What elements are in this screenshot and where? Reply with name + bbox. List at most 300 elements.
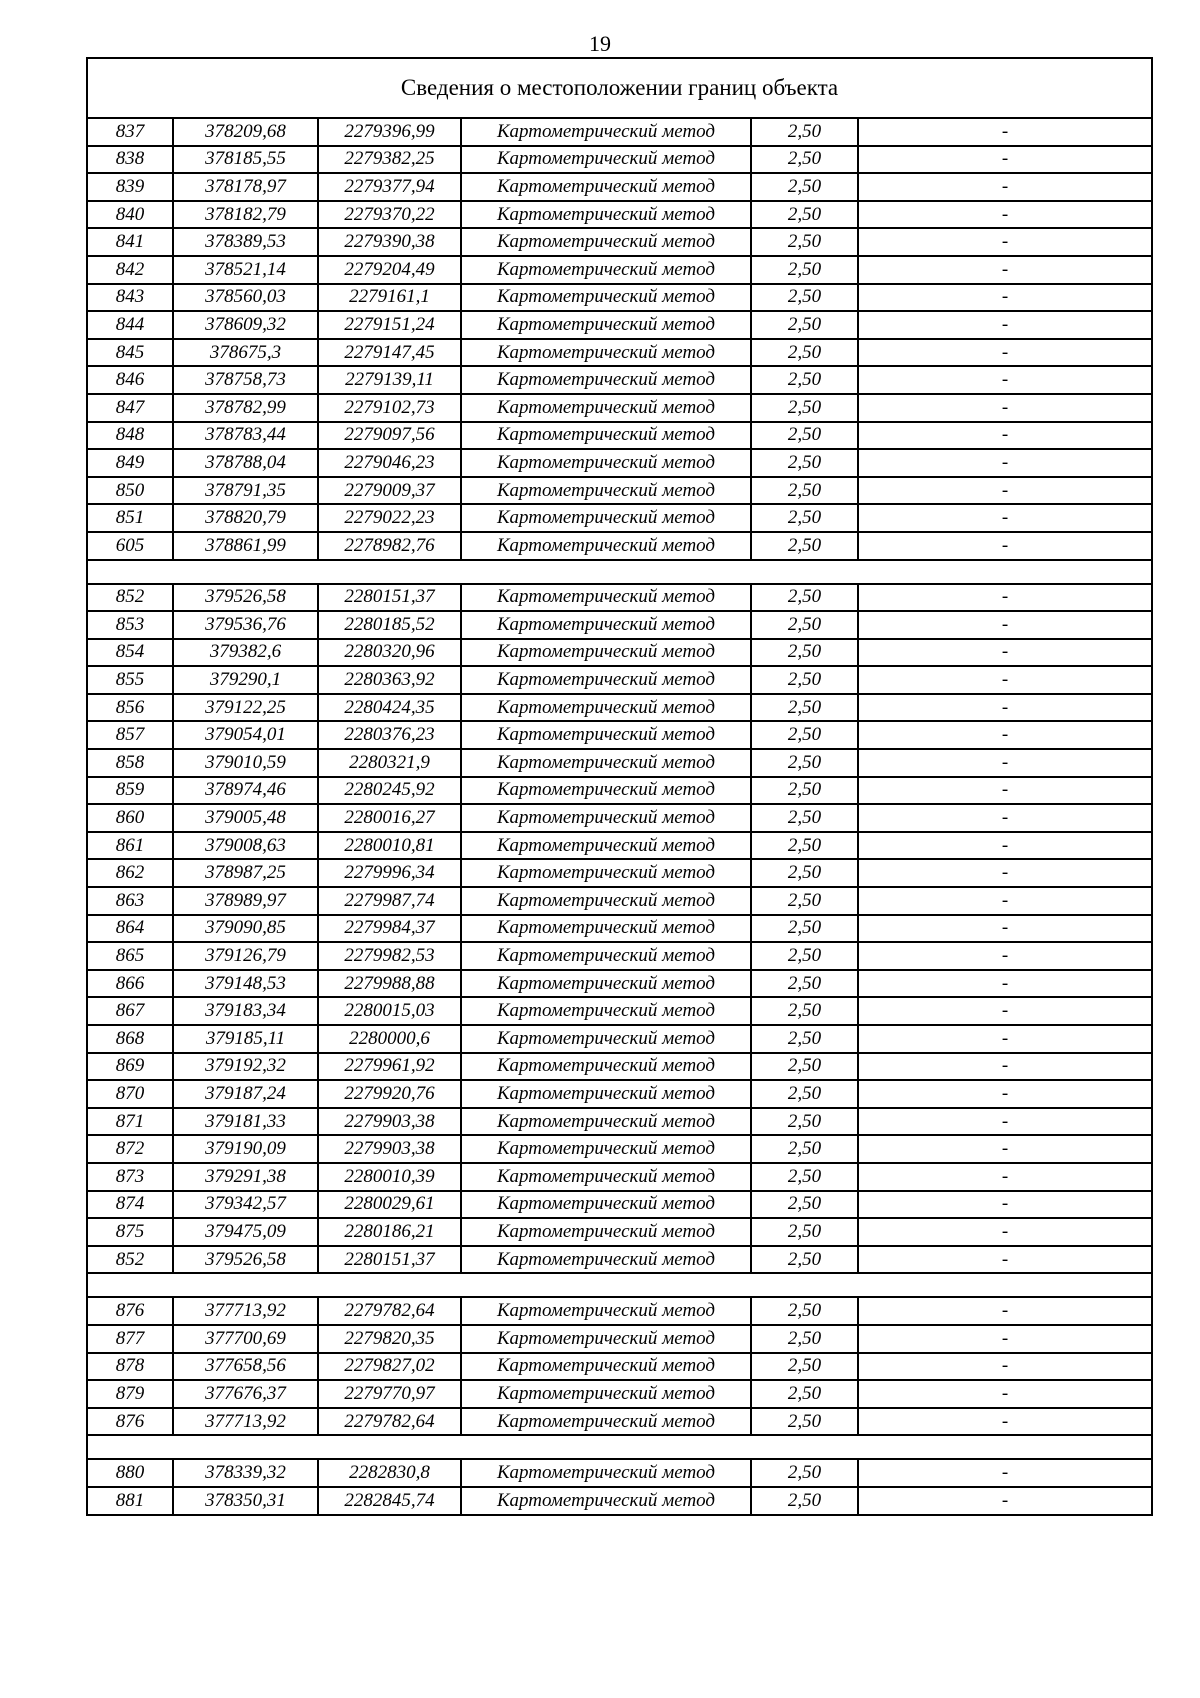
accuracy-cell: 2,50 [751, 611, 858, 639]
y-coordinate-cell: 2280010,81 [318, 832, 461, 860]
accuracy-cell: 2,50 [751, 1487, 858, 1515]
description-cell: - [858, 721, 1152, 749]
method-cell: Картометрический метод [461, 1025, 751, 1053]
table-title: Сведения о местоположении границ объекта [87, 58, 1152, 118]
x-coordinate-cell: 379005,48 [173, 804, 318, 832]
point-number-cell: 878 [87, 1353, 173, 1381]
accuracy-cell: 2,50 [751, 532, 858, 560]
description-cell: - [858, 504, 1152, 532]
accuracy-cell: 2,50 [751, 942, 858, 970]
point-number-cell: 847 [87, 394, 173, 422]
method-cell: Картометрический метод [461, 1246, 751, 1274]
accuracy-cell: 2,50 [751, 1080, 858, 1108]
description-cell: - [858, 366, 1152, 394]
table-row [87, 311, 1152, 339]
table-row [87, 584, 1152, 612]
y-coordinate-cell: 2279204,49 [318, 256, 461, 284]
accuracy-cell: 2,50 [751, 366, 858, 394]
page-number: 19 [589, 31, 611, 56]
method-cell: Картометрический метод [461, 146, 751, 174]
method-cell: Картометрический метод [461, 1080, 751, 1108]
x-coordinate-cell: 378820,79 [173, 504, 318, 532]
point-number-cell: 879 [87, 1380, 173, 1408]
table-row [87, 942, 1152, 970]
description-cell: - [858, 477, 1152, 505]
x-coordinate-cell: 378987,25 [173, 859, 318, 887]
point-number-cell: 852 [87, 584, 173, 612]
description-cell: - [858, 284, 1152, 312]
y-coordinate-cell: 2279102,73 [318, 394, 461, 422]
table-row [87, 394, 1152, 422]
description-cell: - [858, 942, 1152, 970]
accuracy-cell: 2,50 [751, 777, 858, 805]
table-row [87, 1080, 1152, 1108]
table-row [87, 118, 1152, 146]
accuracy-cell: 2,50 [751, 339, 858, 367]
point-number-cell: 862 [87, 859, 173, 887]
y-coordinate-cell: 2279022,23 [318, 504, 461, 532]
accuracy-cell: 2,50 [751, 1135, 858, 1163]
method-cell: Картометрический метод [461, 1108, 751, 1136]
point-number-cell: 837 [87, 118, 173, 146]
accuracy-cell: 2,50 [751, 1191, 858, 1219]
method-cell: Картометрический метод [461, 749, 751, 777]
point-number-cell: 872 [87, 1135, 173, 1163]
table-row [87, 284, 1152, 312]
x-coordinate-cell: 378783,44 [173, 422, 318, 450]
point-number-cell: 852 [87, 1246, 173, 1274]
method-cell: Картометрический метод [461, 532, 751, 560]
method-cell: Картометрический метод [461, 1135, 751, 1163]
point-number-cell: 870 [87, 1080, 173, 1108]
description-cell: - [858, 1053, 1152, 1081]
table-row [87, 1025, 1152, 1053]
description-cell: - [858, 118, 1152, 146]
x-coordinate-cell: 377676,37 [173, 1380, 318, 1408]
point-number-cell: 858 [87, 749, 173, 777]
method-cell: Картометрический метод [461, 228, 751, 256]
description-cell: - [858, 915, 1152, 943]
x-coordinate-cell: 378989,97 [173, 887, 318, 915]
table-row [87, 366, 1152, 394]
method-cell: Картометрический метод [461, 339, 751, 367]
accuracy-cell: 2,50 [751, 173, 858, 201]
table-row [87, 422, 1152, 450]
accuracy-cell: 2,50 [751, 1297, 858, 1325]
method-cell: Картометрический метод [461, 201, 751, 229]
table-row [87, 721, 1152, 749]
point-number-cell: 877 [87, 1325, 173, 1353]
point-number-cell: 860 [87, 804, 173, 832]
y-coordinate-cell: 2280151,37 [318, 584, 461, 612]
x-coordinate-cell: 379536,76 [173, 611, 318, 639]
x-coordinate-cell: 378339,32 [173, 1459, 318, 1487]
x-coordinate-cell: 378209,68 [173, 118, 318, 146]
description-cell: - [858, 584, 1152, 612]
x-coordinate-cell: 379342,57 [173, 1191, 318, 1219]
y-coordinate-cell: 2279770,97 [318, 1380, 461, 1408]
x-coordinate-cell: 378782,99 [173, 394, 318, 422]
point-number-cell: 857 [87, 721, 173, 749]
table-row [87, 173, 1152, 201]
method-cell: Картометрический метод [461, 721, 751, 749]
table-row [87, 639, 1152, 667]
x-coordinate-cell: 378788,04 [173, 449, 318, 477]
x-coordinate-cell: 379185,11 [173, 1025, 318, 1053]
x-coordinate-cell: 379382,6 [173, 639, 318, 667]
y-coordinate-cell: 2279982,53 [318, 942, 461, 970]
y-coordinate-cell: 2279147,45 [318, 339, 461, 367]
x-coordinate-cell: 377713,92 [173, 1408, 318, 1436]
table-row [87, 832, 1152, 860]
x-coordinate-cell: 378389,53 [173, 228, 318, 256]
table-row [87, 1408, 1152, 1436]
point-number-cell: 840 [87, 201, 173, 229]
method-cell: Картометрический метод [461, 694, 751, 722]
method-cell: Картометрический метод [461, 284, 751, 312]
accuracy-cell: 2,50 [751, 256, 858, 284]
x-coordinate-cell: 378178,97 [173, 173, 318, 201]
point-number-cell: 605 [87, 532, 173, 560]
accuracy-cell: 2,50 [751, 1353, 858, 1381]
accuracy-cell: 2,50 [751, 422, 858, 450]
table-row [87, 146, 1152, 174]
table-row [87, 915, 1152, 943]
x-coordinate-cell: 378560,03 [173, 284, 318, 312]
table-row [87, 804, 1152, 832]
point-number-cell: 845 [87, 339, 173, 367]
x-coordinate-cell: 379090,85 [173, 915, 318, 943]
y-coordinate-cell: 2280185,52 [318, 611, 461, 639]
y-coordinate-cell: 2279961,92 [318, 1053, 461, 1081]
x-coordinate-cell: 377658,56 [173, 1353, 318, 1381]
table-row [87, 228, 1152, 256]
point-number-cell: 865 [87, 942, 173, 970]
table-row [87, 1353, 1152, 1381]
description-cell: - [858, 339, 1152, 367]
accuracy-cell: 2,50 [751, 997, 858, 1025]
accuracy-cell: 2,50 [751, 639, 858, 667]
y-coordinate-cell: 2279046,23 [318, 449, 461, 477]
accuracy-cell: 2,50 [751, 804, 858, 832]
y-coordinate-cell: 2279782,64 [318, 1297, 461, 1325]
table-row [87, 1487, 1152, 1515]
y-coordinate-cell: 2279151,24 [318, 311, 461, 339]
x-coordinate-cell: 379181,33 [173, 1108, 318, 1136]
method-cell: Картометрический метод [461, 1163, 751, 1191]
accuracy-cell: 2,50 [751, 970, 858, 998]
point-number-cell: 881 [87, 1487, 173, 1515]
table-row [87, 1163, 1152, 1191]
accuracy-cell: 2,50 [751, 477, 858, 505]
y-coordinate-cell: 2279988,88 [318, 970, 461, 998]
point-number-cell: 843 [87, 284, 173, 312]
description-cell: - [858, 146, 1152, 174]
method-cell: Картометрический метод [461, 859, 751, 887]
table-row [87, 1246, 1152, 1274]
method-cell: Картометрический метод [461, 639, 751, 667]
description-cell: - [858, 311, 1152, 339]
x-coordinate-cell: 379010,59 [173, 749, 318, 777]
method-cell: Картометрический метод [461, 256, 751, 284]
x-coordinate-cell: 378521,14 [173, 256, 318, 284]
method-cell: Картометрический метод [461, 997, 751, 1025]
point-number-cell: 875 [87, 1218, 173, 1246]
point-number-cell: 856 [87, 694, 173, 722]
y-coordinate-cell: 2279903,38 [318, 1135, 461, 1163]
accuracy-cell: 2,50 [751, 284, 858, 312]
description-cell: - [858, 832, 1152, 860]
method-cell: Картометрический метод [461, 1353, 751, 1381]
description-cell: - [858, 1135, 1152, 1163]
accuracy-cell: 2,50 [751, 228, 858, 256]
method-cell: Картометрический метод [461, 1325, 751, 1353]
y-coordinate-cell: 2279161,1 [318, 284, 461, 312]
table-row [87, 1135, 1152, 1163]
y-coordinate-cell: 2280151,37 [318, 1246, 461, 1274]
x-coordinate-cell: 379122,25 [173, 694, 318, 722]
method-cell: Картометрический метод [461, 777, 751, 805]
y-coordinate-cell: 2279396,99 [318, 118, 461, 146]
x-coordinate-cell: 379148,53 [173, 970, 318, 998]
method-cell: Картометрический метод [461, 584, 751, 612]
y-coordinate-cell: 2278982,76 [318, 532, 461, 560]
y-coordinate-cell: 2280186,21 [318, 1218, 461, 1246]
table-row [87, 666, 1152, 694]
description-cell: - [858, 804, 1152, 832]
point-number-cell: 854 [87, 639, 173, 667]
y-coordinate-cell: 2280363,92 [318, 666, 461, 694]
point-number-cell: 880 [87, 1459, 173, 1487]
accuracy-cell: 2,50 [751, 749, 858, 777]
y-coordinate-cell: 2279370,22 [318, 201, 461, 229]
description-cell: - [858, 1191, 1152, 1219]
accuracy-cell: 2,50 [751, 832, 858, 860]
point-number-cell: 871 [87, 1108, 173, 1136]
description-cell: - [858, 1246, 1152, 1274]
y-coordinate-cell: 2280376,23 [318, 721, 461, 749]
accuracy-cell: 2,50 [751, 1218, 858, 1246]
y-coordinate-cell: 2279782,64 [318, 1408, 461, 1436]
description-cell: - [858, 228, 1152, 256]
description-cell: - [858, 1408, 1152, 1436]
description-cell: - [858, 1025, 1152, 1053]
x-coordinate-cell: 378791,35 [173, 477, 318, 505]
x-coordinate-cell: 378185,55 [173, 146, 318, 174]
y-coordinate-cell: 2279382,25 [318, 146, 461, 174]
y-coordinate-cell: 2280424,35 [318, 694, 461, 722]
method-cell: Картометрический метод [461, 1459, 751, 1487]
y-coordinate-cell: 2280320,96 [318, 639, 461, 667]
table-row [87, 1325, 1152, 1353]
point-number-cell: 842 [87, 256, 173, 284]
accuracy-cell: 2,50 [751, 887, 858, 915]
contour-separator-row [87, 1273, 1152, 1297]
table-row [87, 477, 1152, 505]
description-cell: - [858, 1080, 1152, 1108]
point-number-cell: 863 [87, 887, 173, 915]
y-coordinate-cell: 2279920,76 [318, 1080, 461, 1108]
x-coordinate-cell: 377713,92 [173, 1297, 318, 1325]
y-coordinate-cell: 2279820,35 [318, 1325, 461, 1353]
point-number-cell: 873 [87, 1163, 173, 1191]
description-cell: - [858, 1459, 1152, 1487]
x-coordinate-cell: 379526,58 [173, 584, 318, 612]
x-coordinate-cell: 378758,73 [173, 366, 318, 394]
accuracy-cell: 2,50 [751, 721, 858, 749]
table-row [87, 256, 1152, 284]
table-row [87, 532, 1152, 560]
accuracy-cell: 2,50 [751, 1408, 858, 1436]
y-coordinate-cell: 2279097,56 [318, 422, 461, 450]
y-coordinate-cell: 2279009,37 [318, 477, 461, 505]
accuracy-cell: 2,50 [751, 311, 858, 339]
description-cell: - [858, 422, 1152, 450]
x-coordinate-cell: 378182,79 [173, 201, 318, 229]
point-number-cell: 838 [87, 146, 173, 174]
description-cell: - [858, 777, 1152, 805]
accuracy-cell: 2,50 [751, 1380, 858, 1408]
y-coordinate-cell: 2282830,8 [318, 1459, 461, 1487]
y-coordinate-cell: 2280245,92 [318, 777, 461, 805]
y-coordinate-cell: 2279987,74 [318, 887, 461, 915]
method-cell: Картометрический метод [461, 394, 751, 422]
method-cell: Картометрический метод [461, 666, 751, 694]
description-cell: - [858, 639, 1152, 667]
method-cell: Картометрический метод [461, 422, 751, 450]
point-number-cell: 844 [87, 311, 173, 339]
table-row [87, 1459, 1152, 1487]
description-cell: - [858, 1380, 1152, 1408]
x-coordinate-cell: 379526,58 [173, 1246, 318, 1274]
point-number-cell: 849 [87, 449, 173, 477]
method-cell: Картометрический метод [461, 942, 751, 970]
accuracy-cell: 2,50 [751, 1108, 858, 1136]
contour-separator-row [87, 560, 1152, 584]
description-cell: - [858, 997, 1152, 1025]
description-cell: - [858, 749, 1152, 777]
accuracy-cell: 2,50 [751, 146, 858, 174]
x-coordinate-cell: 379291,38 [173, 1163, 318, 1191]
accuracy-cell: 2,50 [751, 1459, 858, 1487]
accuracy-cell: 2,50 [751, 394, 858, 422]
point-number-cell: 841 [87, 228, 173, 256]
method-cell: Картометрический метод [461, 1380, 751, 1408]
table-row [87, 1191, 1152, 1219]
point-number-cell: 855 [87, 666, 173, 694]
method-cell: Картометрический метод [461, 970, 751, 998]
method-cell: Картометрический метод [461, 804, 751, 832]
accuracy-cell: 2,50 [751, 118, 858, 146]
description-cell: - [858, 173, 1152, 201]
x-coordinate-cell: 379475,09 [173, 1218, 318, 1246]
table-row [87, 997, 1152, 1025]
table-row [87, 859, 1152, 887]
method-cell: Картометрический метод [461, 1218, 751, 1246]
contour-separator-cell [87, 1273, 1152, 1297]
method-cell: Картометрический метод [461, 311, 751, 339]
x-coordinate-cell: 379054,01 [173, 721, 318, 749]
table-row [87, 1053, 1152, 1081]
method-cell: Картометрический метод [461, 449, 751, 477]
x-coordinate-cell: 379187,24 [173, 1080, 318, 1108]
y-coordinate-cell: 2280321,9 [318, 749, 461, 777]
method-cell: Картометрический метод [461, 1053, 751, 1081]
table-row [87, 777, 1152, 805]
point-number-cell: 853 [87, 611, 173, 639]
y-coordinate-cell: 2279984,37 [318, 915, 461, 943]
method-cell: Картометрический метод [461, 118, 751, 146]
description-cell: - [858, 1297, 1152, 1325]
point-number-cell: 861 [87, 832, 173, 860]
method-cell: Картометрический метод [461, 504, 751, 532]
table-row [87, 449, 1152, 477]
method-cell: Картометрический метод [461, 887, 751, 915]
x-coordinate-cell: 378609,32 [173, 311, 318, 339]
point-number-cell: 846 [87, 366, 173, 394]
table-row [87, 339, 1152, 367]
table-row [87, 611, 1152, 639]
accuracy-cell: 2,50 [751, 666, 858, 694]
method-cell: Картометрический метод [461, 832, 751, 860]
point-number-cell: 859 [87, 777, 173, 805]
accuracy-cell: 2,50 [751, 915, 858, 943]
table-row [87, 694, 1152, 722]
table-row [87, 887, 1152, 915]
accuracy-cell: 2,50 [751, 1325, 858, 1353]
description-cell: - [858, 532, 1152, 560]
method-cell: Картометрический метод [461, 1487, 751, 1515]
point-number-cell: 868 [87, 1025, 173, 1053]
contour-separator-cell [87, 560, 1152, 584]
method-cell: Картометрический метод [461, 1297, 751, 1325]
point-number-cell: 848 [87, 422, 173, 450]
table-title-row [87, 58, 1152, 118]
boundary-coordinates-sheet [86, 57, 1151, 1516]
accuracy-cell: 2,50 [751, 201, 858, 229]
point-number-cell: 866 [87, 970, 173, 998]
table-row [87, 970, 1152, 998]
x-coordinate-cell: 378350,31 [173, 1487, 318, 1515]
accuracy-cell: 2,50 [751, 449, 858, 477]
table-row [87, 1108, 1152, 1136]
description-cell: - [858, 970, 1152, 998]
x-coordinate-cell: 379183,34 [173, 997, 318, 1025]
description-cell: - [858, 449, 1152, 477]
table-row [87, 1297, 1152, 1325]
boundary-coordinates-table [86, 57, 1153, 1516]
description-cell: - [858, 201, 1152, 229]
y-coordinate-cell: 2279903,38 [318, 1108, 461, 1136]
y-coordinate-cell: 2279139,11 [318, 366, 461, 394]
x-coordinate-cell: 378675,3 [173, 339, 318, 367]
method-cell: Картометрический метод [461, 477, 751, 505]
accuracy-cell: 2,50 [751, 1053, 858, 1081]
y-coordinate-cell: 2282845,74 [318, 1487, 461, 1515]
x-coordinate-cell: 378974,46 [173, 777, 318, 805]
x-coordinate-cell: 378861,99 [173, 532, 318, 560]
method-cell: Картометрический метод [461, 1408, 751, 1436]
point-number-cell: 867 [87, 997, 173, 1025]
method-cell: Картометрический метод [461, 1191, 751, 1219]
description-cell: - [858, 887, 1152, 915]
y-coordinate-cell: 2279827,02 [318, 1353, 461, 1381]
x-coordinate-cell: 379190,09 [173, 1135, 318, 1163]
accuracy-cell: 2,50 [751, 694, 858, 722]
y-coordinate-cell: 2280016,27 [318, 804, 461, 832]
x-coordinate-cell: 379126,79 [173, 942, 318, 970]
description-cell: - [858, 1163, 1152, 1191]
